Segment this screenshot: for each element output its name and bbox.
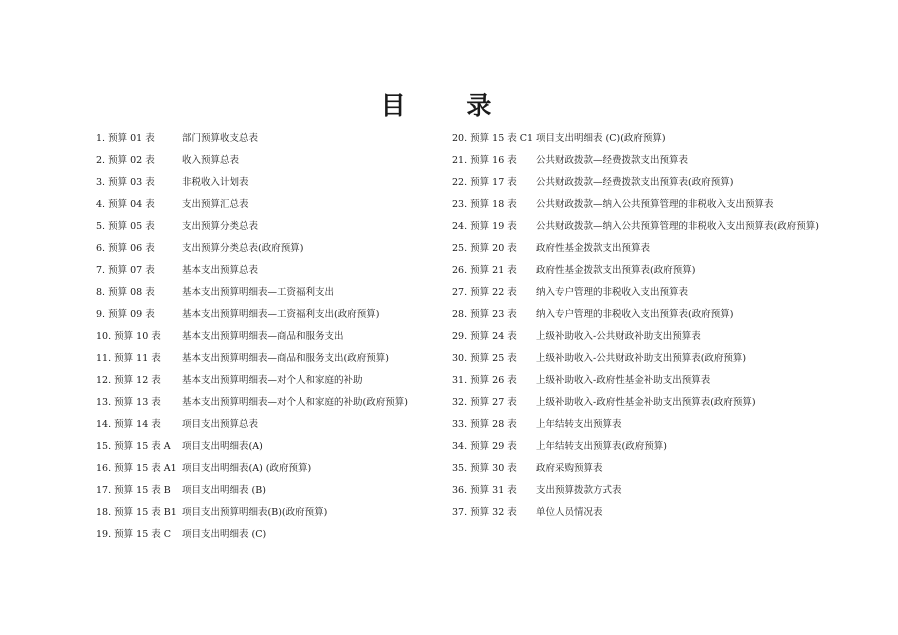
toc-entry-title: 基本支出预算明细表—对个人和家庭的补助 [182, 375, 363, 386]
toc-entry-number: 5. 预算 05 表 [96, 221, 155, 232]
toc-entry-number: 35. 预算 30 表 [452, 463, 517, 474]
toc-entry-title: 项目支出明细表 (C)(政府预算) [536, 133, 666, 144]
toc-entry-number: 7. 预算 07 表 [96, 265, 155, 276]
toc-entry-number: 19. 预算 15 表 C [96, 529, 172, 540]
toc-entry-title: 项目支出明细表(A) (政府预算) [182, 463, 312, 474]
toc-entry [452, 348, 872, 370]
toc-entry [452, 282, 872, 304]
toc-entry-title: 项目支出预算明细表(B)(政府预算) [182, 507, 328, 518]
toc-entry-number: 15. 预算 15 表 A [96, 441, 171, 452]
toc-entry-title: 政府性基金拨款支出预算表(政府预算) [536, 265, 696, 276]
toc-entry-title: 上级补助收入-政府性基金补助支出预算表(政府预算) [536, 397, 756, 408]
toc-entry-title: 上级补助收入-政府性基金补助支出预算表 [536, 375, 711, 386]
toc-right-column [452, 128, 872, 524]
toc-entry [452, 194, 872, 216]
toc-entry [452, 304, 872, 326]
toc-entry-title: 纳入专户管理的非税收入支出预算表 [536, 287, 689, 298]
toc-entry-number: 34. 预算 29 表 [452, 441, 517, 452]
toc-entry-number: 24. 预算 19 表 [452, 221, 517, 232]
toc-entry-title: 基本支出预算明细表—商品和服务支出 [182, 331, 344, 342]
toc-entry-title: 支出预算分类总表 [182, 221, 259, 232]
toc-entry-number: 23. 预算 18 表 [452, 199, 517, 210]
toc-entry [96, 414, 436, 436]
toc-entry [96, 260, 436, 282]
toc-entry [452, 458, 872, 480]
toc-entry [96, 370, 436, 392]
toc-entry [452, 480, 872, 502]
toc-entry-number: 33. 预算 28 表 [452, 419, 517, 430]
toc-entry [452, 260, 872, 282]
toc-entry-title: 上年结转支出预算表 [536, 419, 622, 430]
toc-entry-title: 基本支出预算总表 [182, 265, 259, 276]
toc-entry [452, 502, 872, 524]
toc-entry-number: 18. 预算 15 表 B1 [96, 507, 177, 518]
toc-entry-title: 公共财政拨款—经费拨款支出预算表 [536, 155, 689, 166]
toc-entry-number: 9. 预算 09 表 [96, 309, 155, 320]
toc-left-column [96, 128, 436, 546]
toc-entry-number: 16. 预算 15 表 A1 [96, 463, 177, 474]
toc-entry [96, 326, 436, 348]
toc-entry-number: 4. 预算 04 表 [96, 199, 155, 210]
toc-entry-title: 上年结转支出预算表(政府预算) [536, 441, 667, 452]
toc-entry-number: 6. 预算 06 表 [96, 243, 155, 254]
toc-entry-number: 20. 预算 15 表 C1 [452, 133, 534, 144]
toc-entry [96, 172, 436, 194]
toc-entry-number: 22. 预算 17 表 [452, 177, 517, 188]
toc-entry-number: 13. 预算 13 表 [96, 397, 161, 408]
toc-entry-title: 公共财政拨款—纳入公共预算管理的非税收入支出预算表(政府预算) [536, 221, 819, 232]
toc-entry-title: 部门预算收支总表 [182, 133, 259, 144]
toc-entry-number: 2. 预算 02 表 [96, 155, 155, 166]
toc-entry-number: 1. 预算 01 表 [96, 133, 155, 144]
toc-entry [452, 238, 872, 260]
toc-entry [96, 502, 436, 524]
toc-entry [96, 194, 436, 216]
toc-entry-number: 25. 预算 20 表 [452, 243, 517, 254]
toc-entry-title: 非税收入计划表 [182, 177, 249, 188]
toc-entry [96, 238, 436, 260]
toc-entry [96, 348, 436, 370]
toc-entry-title: 项目支出明细表(A) [182, 441, 263, 452]
toc-entry-title: 支出预算汇总表 [182, 199, 249, 210]
toc-entry-number: 10. 预算 10 表 [96, 331, 161, 342]
toc-entry-number: 11. 预算 11 表 [96, 353, 161, 364]
toc-entry [452, 392, 872, 414]
toc-entry [96, 216, 436, 238]
toc-entry-title: 基本支出预算明细表—工资福利支出 [182, 287, 335, 298]
toc-entry-title: 基本支出预算明细表—对个人和家庭的补助(政府预算) [182, 397, 408, 408]
toc-entry-title: 政府采购预算表 [536, 463, 603, 474]
page-title: 目 录 [380, 91, 518, 120]
toc-entry [452, 128, 872, 150]
toc-entry-number: 27. 预算 22 表 [452, 287, 517, 298]
toc-entry-title: 纳入专户管理的非税收入支出预算表(政府预算) [536, 309, 734, 320]
toc-entry-title: 基本支出预算明细表—工资福利支出(政府预算) [182, 309, 380, 320]
toc-entry [96, 480, 436, 502]
toc-entry-number: 21. 预算 16 表 [452, 155, 517, 166]
toc-entry-title: 政府性基金拨款支出预算表 [536, 243, 651, 254]
toc-entry [452, 216, 872, 238]
toc-entry-title: 项目支出明细表 (C) [182, 529, 267, 540]
toc-entry-title: 上级补助收入-公共财政补助支出预算表(政府预算) [536, 353, 747, 364]
toc-entry-title: 项目支出明细表 (B) [182, 485, 266, 496]
toc-entry [452, 436, 872, 458]
toc-entry [452, 326, 872, 348]
toc-entry [452, 150, 872, 172]
toc-entry [452, 172, 872, 194]
toc-entry [96, 150, 436, 172]
toc-entry [96, 304, 436, 326]
toc-entry [96, 282, 436, 304]
toc-entry-title: 单位人员情况表 [536, 507, 603, 518]
toc-entry-number: 31. 预算 26 表 [452, 375, 517, 386]
toc-entry-number: 36. 预算 31 表 [452, 485, 517, 496]
toc-entry [96, 458, 436, 480]
toc-entry-number: 3. 预算 03 表 [96, 177, 155, 188]
toc-entry-number: 12. 预算 12 表 [96, 375, 161, 386]
toc-entry-number: 14. 预算 14 表 [96, 419, 161, 430]
toc-entry-number: 29. 预算 24 表 [452, 331, 517, 342]
toc-entry [96, 392, 436, 414]
toc-entry-title: 基本支出预算明细表—商品和服务支出(政府预算) [182, 353, 389, 364]
toc-entry-title: 公共财政拨款—经费拨款支出预算表(政府预算) [536, 177, 734, 188]
toc-entry-number: 26. 预算 21 表 [452, 265, 517, 276]
toc-entry-number: 30. 预算 25 表 [452, 353, 517, 364]
toc-entry [452, 414, 872, 436]
toc-entry-title: 项目支出预算总表 [182, 419, 259, 430]
toc-entry [96, 128, 436, 150]
toc-entry-title: 公共财政拨款—纳入公共预算管理的非税收入支出预算表 [536, 199, 774, 210]
toc-entry-number: 28. 预算 23 表 [452, 309, 517, 320]
toc-entry-title: 支出预算拨款方式表 [536, 485, 622, 496]
toc-entry-title: 收入预算总表 [182, 155, 240, 166]
toc-entry [96, 524, 436, 546]
toc-entry-number: 37. 预算 32 表 [452, 507, 517, 518]
toc-entry-number: 8. 预算 08 表 [96, 287, 155, 298]
toc-entry-title: 上级补助收入-公共财政补助支出预算表 [536, 331, 701, 342]
toc-entry-number: 17. 预算 15 表 B [96, 485, 171, 496]
toc-entry-title: 支出预算分类总表(政府预算) [182, 243, 304, 254]
toc-entry-number: 32. 预算 27 表 [452, 397, 517, 408]
toc-entry [96, 436, 436, 458]
toc-entry [452, 370, 872, 392]
